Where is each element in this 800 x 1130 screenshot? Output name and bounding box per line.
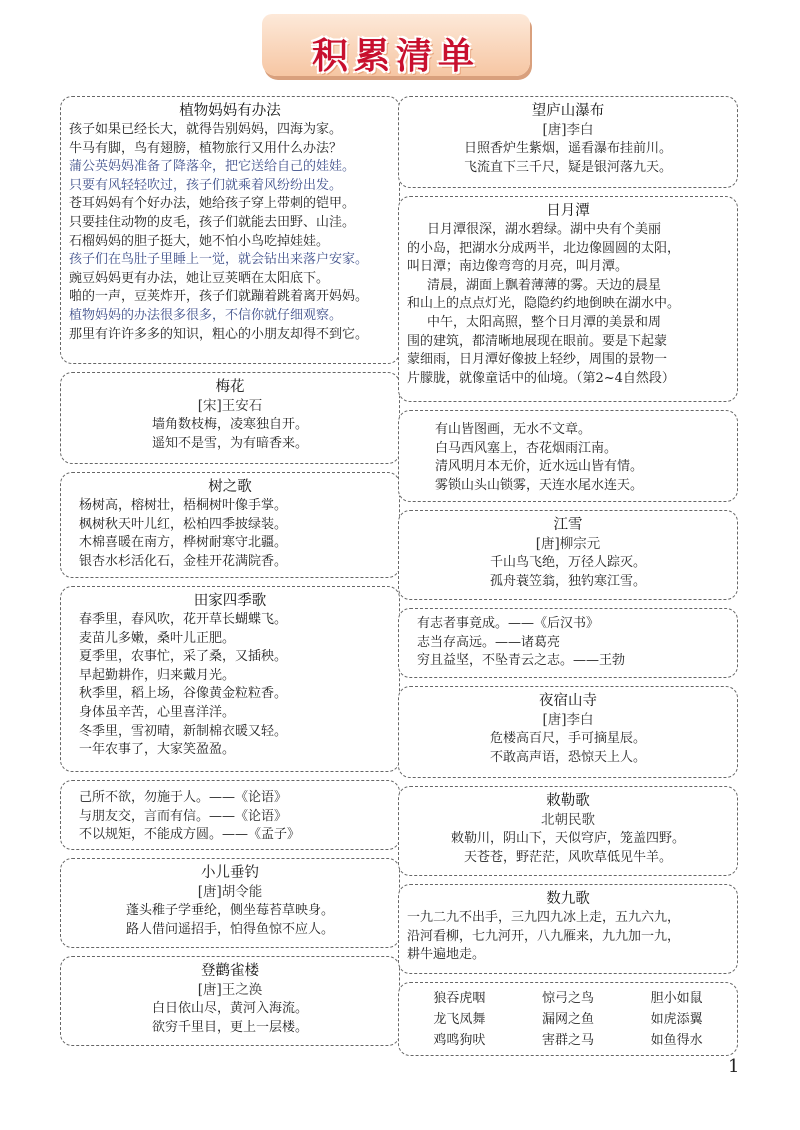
- jiangxue-line: 孤舟蓑笠翁，独钓寒江雪。: [489, 573, 646, 589]
- dengque-line: 白日依山尽，黄河入海流。: [151, 1001, 308, 1016]
- zhixiang-line: 穷且益坚，不坠青云之志。——王勃: [417, 653, 626, 669]
- yesu-poem-box: [398, 686, 738, 778]
- riyue-line: 和山上的点点灯光，隐隐约约地倒映在湖水中。: [407, 296, 681, 312]
- plant-passage-box: [60, 96, 400, 364]
- zhixiang-line: 志当存高远。——诸葛亮: [417, 634, 561, 650]
- idiom-item: 胆小如鼠: [650, 991, 703, 1006]
- riyue-line: 日月潭很深，湖水碧绿。湖中央有个美丽: [427, 222, 662, 237]
- shu-line: 杨树高，榕树壮，梧桐树叶像手掌。: [79, 498, 288, 513]
- plant-line: 蒲公英妈妈准备了降落伞，把它送给自己的娃娃。: [69, 159, 356, 175]
- tianjia-line: 身体虽辛苦，心里喜洋洋。: [79, 704, 236, 720]
- meihua-author: [宋]王安石: [197, 398, 263, 414]
- lushan-line: 飞流直下三千尺，疑是银河落九天。: [463, 159, 672, 175]
- meihua-line: 墙角数枝梅，凌寒独自开。: [151, 417, 308, 432]
- plant-line: 孩子们在鸟肚子里睡上一觉，就会钻出来落户安家。: [69, 252, 369, 268]
- idiom-item: 如鱼得水: [650, 1033, 703, 1048]
- shanshui-couplets-box: [398, 410, 738, 502]
- quote-line: 己所不欲，勿施于人。——《论语》: [79, 790, 288, 805]
- plant-line: 只要有风轻轻吹过，孩子们就乘着风纷纷出发。: [69, 177, 343, 193]
- right-column: [398, 96, 738, 1064]
- xiaoer-poem-box: [60, 858, 400, 948]
- couplet-line: 有山皆图画，无水不文章。: [435, 422, 592, 437]
- header-banner: [248, 14, 544, 84]
- tianjia-line: 麦苗儿多嫩，桑叶儿正肥。: [79, 630, 236, 646]
- quote-line: 与朋友交，言而有信。——《论语》: [79, 808, 288, 824]
- xiaoer-author: [唐]胡令能: [197, 884, 263, 900]
- plant-title: 植物妈妈有办法: [179, 103, 281, 119]
- lushan-poem-box: [398, 96, 738, 188]
- chile-poem-box: [398, 786, 738, 876]
- zhixiang-line: 有志者事竟成。——《后汉书》: [417, 616, 600, 631]
- chile-line: 天苍苍，野茫茫，风吹草低见牛羊。: [463, 849, 672, 865]
- yesu-author: [唐]李白: [542, 712, 594, 728]
- shu-line: 银杏水杉活化石，金桂开花满院香。: [79, 553, 288, 569]
- dengque-line: 欲穷千里目，更上一层楼。: [151, 1019, 308, 1035]
- idioms-box: [398, 982, 738, 1056]
- meihua-poem-box: [60, 372, 400, 464]
- shujiu-title: 数九歌: [546, 891, 590, 907]
- idiom-item: 鸡鸣狗吠: [433, 1033, 486, 1048]
- idiom-item: 狼吞虎咽: [433, 991, 486, 1006]
- page-number: 1: [728, 1056, 740, 1077]
- zhixiang-quotes-box: [398, 608, 738, 678]
- yesu-line: 不敢高声语，恐惊天上人。: [489, 749, 646, 765]
- tianjia-line: 夏季里，农事忙，采了桑，又插秧。: [79, 649, 288, 665]
- idiom-item: 害群之马: [541, 1033, 594, 1048]
- chile-line: 敕勒川，阴山下，天似穹庐，笼盖四野。: [450, 831, 685, 846]
- plant-line: 苍耳妈妈有个好办法，她给孩子穿上带刺的铠甲。: [69, 196, 356, 212]
- plant-line: 啪的一声，豆荚炸开，孩子们就蹦着跳着离开妈妈。: [69, 289, 369, 305]
- tianjia-line: 冬季里，雪初晴，新制棉衣暖又轻。: [79, 723, 288, 739]
- lushan-line: 日照香炉生紫烟，遥看瀑布挂前川。: [463, 141, 672, 156]
- tianjia-line: 一年农事了，大家笑盈盈。: [79, 742, 236, 758]
- jiangxue-title: 江雪: [553, 517, 583, 533]
- jiangxue-line: 千山鸟飞绝，万径人踪灭。: [489, 555, 646, 570]
- chile-title: 敕勒歌: [546, 793, 590, 809]
- riyue-line: 叫日潭；南边像弯弯的月亮，叫月潭。: [407, 259, 629, 275]
- riyue-line: 片朦胧，就像童话中的仙境。（第2~4自然段）: [407, 370, 675, 386]
- shu-song-box: [60, 472, 400, 578]
- lushan-author: [唐]李白: [542, 122, 594, 138]
- riyue-line: 清晨，湖面上飘着薄薄的雾。天边的晨星: [427, 277, 662, 293]
- meihua-line: 遥知不是雪，为有暗香来。: [151, 435, 308, 451]
- shujiu-line: 沿河看柳，七九河开，八九雁来，九九加一九，: [407, 928, 681, 944]
- riyue-title: 日月潭: [546, 203, 590, 219]
- shu-line: 枫树秋天叶儿红，松柏四季披绿装。: [79, 516, 288, 532]
- yesu-title: 夜宿山寺: [539, 693, 597, 709]
- tianjia-line: 春季里，春风吹，花开草长蝴蝶飞。: [79, 612, 288, 627]
- plant-line: 孩子如果已经长大，就得告别妈妈，四海为家。: [69, 122, 343, 137]
- chile-author: 北朝民歌: [541, 812, 595, 828]
- xiaoer-line: 路人借问遥招手，怕得鱼惊不应人。: [125, 921, 334, 937]
- dengque-title: 登鹳雀楼: [201, 963, 259, 979]
- xiaoer-line: 蓬头稚子学垂纶，侧坐莓苔草映身。: [125, 903, 334, 918]
- meihua-title: 梅花: [215, 379, 245, 395]
- riyue-line: 中午，太阳高照，整个日月潭的美景和周: [427, 314, 662, 330]
- dengque-poem-box: [60, 956, 400, 1046]
- idiom-item: 龙飞凤舞: [433, 1012, 486, 1027]
- plant-line: 植物妈妈的办法很多很多，不信你就仔细观察。: [69, 307, 343, 323]
- idiom-item: 如虎添翼: [650, 1012, 703, 1027]
- plant-line: 牛马有脚，鸟有翅膀，植物旅行又用什么办法？: [69, 140, 343, 156]
- couplet-line: 清风明月本无价，近水远山皆有情。: [435, 459, 644, 475]
- jiangxue-author: [唐]柳宗元: [535, 536, 601, 552]
- dengque-author: [唐]王之涣: [197, 982, 263, 998]
- riyue-passage-box: [398, 196, 738, 402]
- tianjia-song-box: [60, 586, 400, 772]
- lushan-title: 望庐山瀑布: [531, 103, 605, 119]
- tianjia-title: 田家四季歌: [193, 593, 267, 609]
- plant-line: 豌豆妈妈更有办法，她让豆荚晒在太阳底下。: [69, 270, 330, 286]
- tianjia-line: 早起勤耕作，归来戴月光。: [79, 667, 236, 683]
- quote-line: 不以规矩，不能成方圆。——《孟子》: [79, 827, 301, 843]
- riyue-line: 蒙细雨，日月潭好像披上轻纱，周围的景物一: [407, 352, 668, 368]
- riyue-line: 围的建筑，都清晰地展现在眼前。要是下起蒙: [407, 333, 668, 349]
- tianjia-line: 秋季里，稻上场，谷像黄金粒粒香。: [79, 686, 288, 702]
- shujiu-line: 耕牛遍地走。: [407, 947, 486, 963]
- plant-line: 石榴妈妈的胆子挺大，她不怕小鸟吃掉娃娃。: [69, 233, 330, 249]
- plant-line: 只要挂住动物的皮毛，孩子们就能去田野、山洼。: [69, 214, 356, 230]
- yesu-line: 危楼高百尺，手可摘星辰。: [489, 731, 646, 746]
- shu-line: 木棉喜暖在南方，桦树耐寒守北疆。: [79, 535, 288, 551]
- plant-line: 那里有许许多多的知识，粗心的小朋友却得不到它。: [69, 326, 369, 342]
- riyue-line: 的小岛，把湖水分成两半，北边像圆圆的太阳，: [407, 240, 681, 256]
- couplet-line: 雾锁山头山锁雾，天连水尾水连天。: [435, 477, 644, 493]
- left-column: [60, 96, 400, 1054]
- shujiu-song-box: [398, 884, 738, 974]
- jiangxue-poem-box: [398, 510, 738, 600]
- idiom-item: 惊弓之鸟: [541, 991, 594, 1006]
- page-title: 积累清单: [311, 36, 480, 77]
- shujiu-line: 一九二九不出手，三九四九冰上走，五九六九，: [407, 910, 681, 925]
- shu-title: 树之歌: [208, 479, 252, 495]
- quotes-box: [60, 780, 400, 850]
- couplet-line: 白马西风塞上，杏花烟雨江南。: [435, 440, 618, 456]
- xiaoer-title: 小儿垂钓: [201, 865, 259, 881]
- idiom-item: 漏网之鱼: [541, 1012, 594, 1027]
